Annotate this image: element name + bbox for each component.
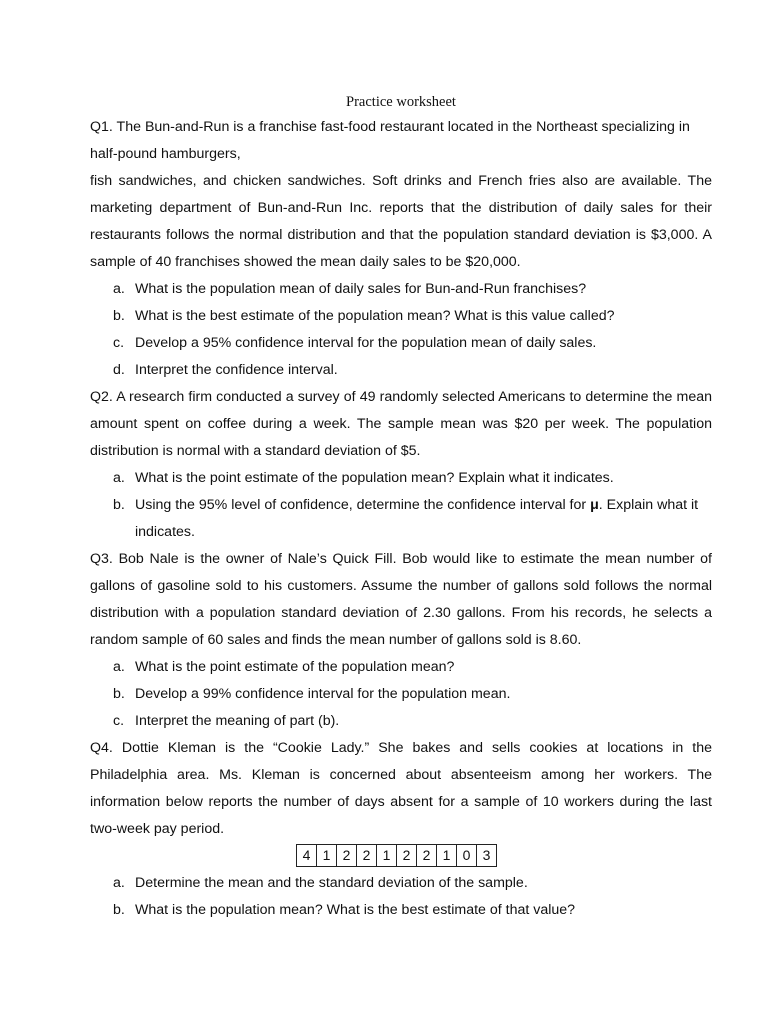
q2-body: Q2. A research firm conducted a survey of 49 randomly selected Americans to determine the mean amount spent on coffee during a week. The sample mean was $20 per week. The population distribution is normal with a standard deviation of $5.	[90, 389, 712, 459]
question-3	[90, 546, 712, 735]
q3-item-b	[90, 681, 712, 708]
data-cell: 4	[297, 845, 317, 867]
item-marker: a.	[113, 281, 125, 297]
data-cell: 2	[397, 845, 417, 867]
item-text: Interpret the meaning of part (b).	[135, 713, 340, 729]
absence-data-table	[296, 844, 497, 867]
page-title: Practice worksheet	[346, 94, 456, 110]
q4-item-b	[90, 897, 712, 924]
q3-subquestions	[90, 654, 712, 735]
item-marker: b.	[113, 686, 125, 702]
q4-subquestions	[90, 870, 712, 924]
item-marker: d.	[113, 362, 125, 378]
item-text: What is the population mean? What is the best estimate of that value?	[135, 902, 576, 918]
item-text: Develop a 99% confidence interval for the population mean.	[135, 686, 511, 702]
item-text: Develop a 95% confidence interval for the population mean of daily sales.	[135, 335, 597, 351]
q2-item-b	[90, 492, 712, 546]
q1-item-c	[90, 330, 712, 357]
q1-body: fish sandwiches, and chicken sandwiches. Soft drinks and French fries also are available. The marketing department of Bun-and-Run Inc. reports that the distribution of daily sales for their restaurants follows the normal distribution and that the population standard deviation is $3,000. A sample of 40 franchises showed the mean daily sales to be $20,000.	[90, 173, 712, 270]
item-text: What is the point estimate of the population mean? Explain what it indicates.	[135, 470, 614, 486]
data-cell: 3	[477, 845, 497, 867]
q1-line-1: Q1. The Bun-and-Run is a franchise fast-food restaurant located in the Northeast specializing in	[90, 119, 690, 135]
q2-item-a	[90, 465, 712, 492]
q1-line-2: half-pound hamburgers,	[90, 146, 241, 162]
question-4	[90, 735, 712, 924]
question-1	[90, 114, 712, 384]
item-text-before: Using the 95% level of confidence, determine the confidence interval for	[135, 497, 591, 513]
q1-item-a	[90, 276, 712, 303]
item-text-after: . Explain what it indicates.	[135, 497, 699, 540]
mu-symbol: μ	[590, 497, 599, 513]
q4-item-a	[90, 870, 712, 897]
item-marker: a.	[113, 659, 125, 675]
q3-item-a	[90, 654, 712, 681]
q1-item-b	[90, 303, 712, 330]
item-text: Interpret the confidence interval.	[135, 362, 338, 378]
q3-item-c	[90, 708, 712, 735]
item-marker: c.	[113, 713, 125, 729]
data-cell: 1	[317, 845, 337, 867]
item-marker: b.	[113, 497, 125, 513]
item-marker: b.	[113, 902, 125, 918]
data-cell: 2	[357, 845, 377, 867]
data-cell: 1	[377, 845, 397, 867]
data-cell: 1	[437, 845, 457, 867]
item-marker: a.	[113, 470, 125, 486]
table-row	[297, 845, 497, 867]
item-text: What is the point estimate of the population mean?	[135, 659, 455, 675]
item-marker: c.	[113, 335, 125, 351]
item-marker: b.	[113, 308, 125, 324]
data-cell: 0	[457, 845, 477, 867]
item-text: What is the best estimate of the population mean? What is this value called?	[135, 308, 615, 324]
q2-subquestions	[90, 465, 712, 546]
data-cell: 2	[417, 845, 437, 867]
data-cell: 2	[337, 845, 357, 867]
item-text: What is the population mean of daily sales for Bun-and-Run franchises?	[135, 281, 587, 297]
question-2	[90, 384, 712, 546]
q1-item-d	[90, 357, 712, 384]
worksheet-page	[90, 90, 712, 924]
item-text: Determine the mean and the standard deviation of the sample.	[135, 875, 528, 891]
item-marker: a.	[113, 875, 125, 891]
q1-subquestions	[90, 276, 712, 384]
q4-body: Q4. Dottie Kleman is the “Cookie Lady.” She bakes and sells cookies at locations in the Philadelphia area. Ms. Kleman is concerned about absenteeism among her workers. The information below reports the number of days absent for a sample of 10 workers during the last two-week pay period.	[90, 740, 712, 837]
q3-body: Q3. Bob Nale is the owner of Nale’s Quick Fill. Bob would like to estimate the mean number of gallons of gasoline sold to his customers. Assume the number of gallons sold follows the normal distribution with a population standard deviation of 2.30 gallons. From his records, he selects a random sample of 60 sales and finds the mean number of gallons sold is 8.60.	[90, 551, 712, 648]
